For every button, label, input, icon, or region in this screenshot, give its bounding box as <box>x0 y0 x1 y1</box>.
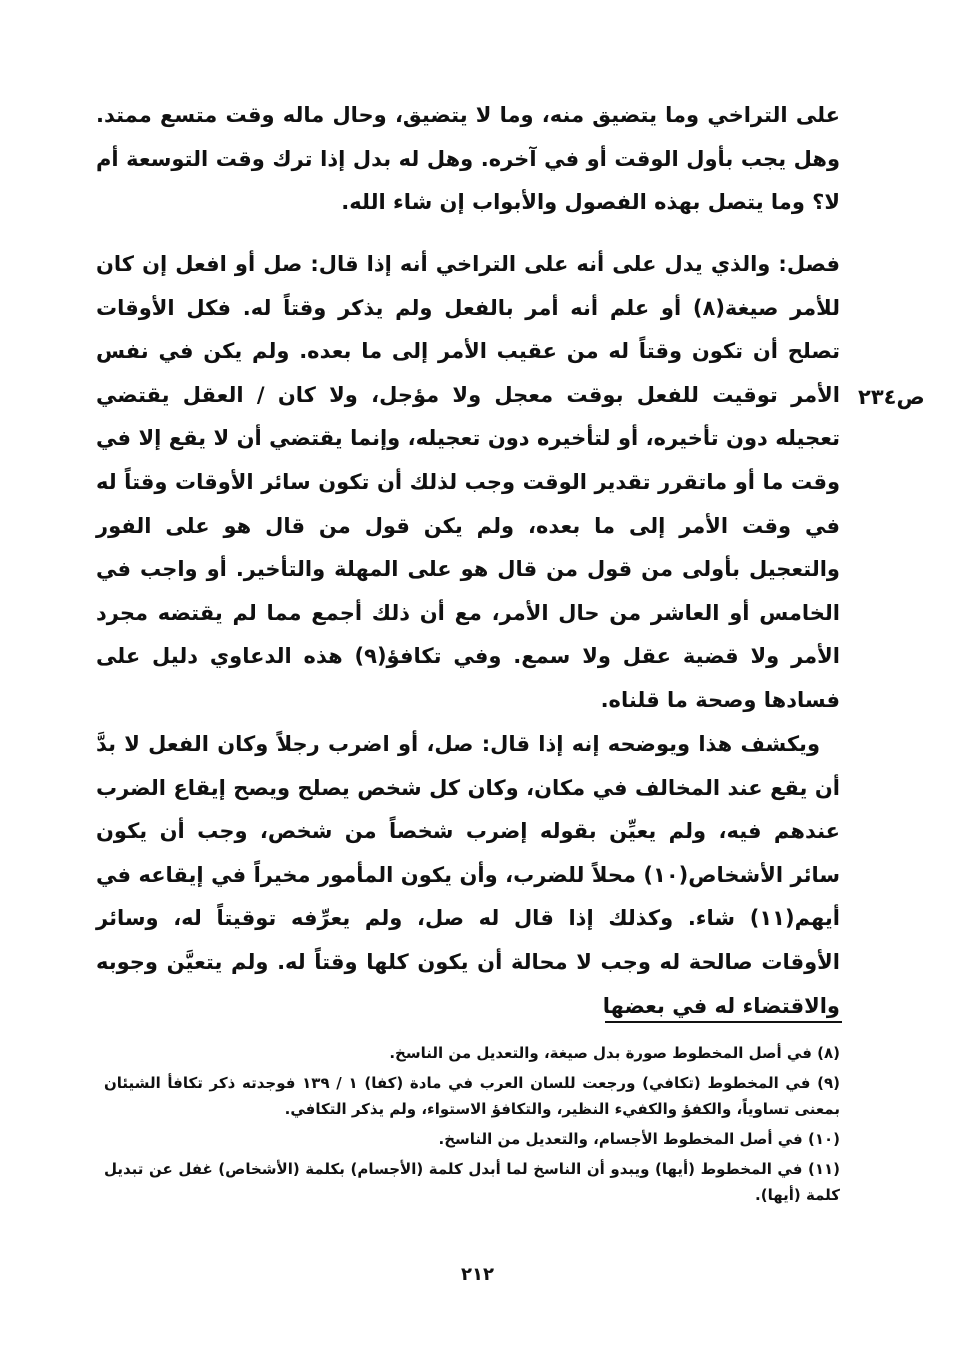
footnotes <box>104 1040 840 1212</box>
section-heading-fasl: فصل <box>786 252 840 276</box>
paragraph-2-text: : والذي يدل على أنه على التراخي أنه إذا قال: صل أو افعل إن كان للأمر صيغة(٨) أو علم أنه أمر بالفعل ولم يذكر وقتاً له. فكل الأوقات تصلح أن تكون وقتاً له من عقيب الأمر إلى ما بعده. ولم يكن في نفس الأمر توقيت للفعل بوقت معجل ولا مؤجل، ولا كان / العقل يقتضي تعجيله دون تأخيره، أو لتأخيره دون تعجيله، وإنما يقتضي أن لا يقع إلا في وقت ما أو ماتقرر تقدير الوقت وجب لذلك أن تكون سائر الأوقات وقتاً له في وقت الأمر إلى ما بعده، ولم يكن قول من قال هو على الفور والتعجيل بأولى من قول من قال هو على المهلة والتأخير. أو واجب في الخامس أو العاشر من حال الأمر، مع أن ذلك أجمع مما لم يقتضه مجرد الأمر ولا قضية عقل ولا سمع. وفي تكافؤ(٩) هذه الدعاوي دليل على فسادها وصحة ما قلناه. <box>96 252 840 712</box>
footnote-8: (٨) في أصل المخطوط صورة بدل صيغة، والتعديل من الناسخ. <box>389 1044 840 1062</box>
footnote-9: (٩) في المخطوط (تكافي) ورجعت للسان العرب في مادة (كفا) ١ / ١٣٩ فوجدته ذكر تكافأ الشيئان بمعنى تساوياً، والكفؤ والكفيء النظير، والتكافؤ الاستواء، ولم يذكر التكافي. <box>104 1074 840 1118</box>
paragraph-3 <box>96 723 840 1028</box>
paragraph-1 <box>96 94 840 225</box>
footnote-11: (١١) في المخطوط (أيها) ويبدو أن الناسخ لما أبدل كلمة (الأجسام) بكلمة (الأشخاص) غفل عن تبديل كلمة (أيها). <box>104 1160 840 1204</box>
paragraph-2 <box>96 243 840 723</box>
page-number: ٢١٢ <box>461 1264 494 1285</box>
margin-page-reference: ص٢٣٤ <box>858 385 925 409</box>
footnote-separator <box>605 1021 842 1023</box>
paragraph-3-text: ويكشف هذا ويوضحه إنه إذا قال: صل، أو اضرب رجلاً وكان الفعل لا بدَّ أن يقع عند المخالف في مكان، وكان كل شخص يصلح ويصح إيقاع الضرب عندهم فيه، ولم يعيِّن بقوله إضرب شخصاً من شخص، وجب أن يكون سائر الأشخاص(١٠) محلاً للضرب، وأن يكون المأمور مخيراً في إيقاعه في أيهم(١١) شاء. وكذلك إذا قال له صل، ولم يعرِّفه توقيتاً له، وسائر الأوقات صالحة له وجب لا محالة أن يكون كلها وقتاً له. ولم يتعيَّن وجوبه والاقتضاء له في بعضها <box>96 732 840 1018</box>
paragraph-1-text: على التراخي وما يتضيق منه، وما لا يتضيق، وحال ماله وقت متسع ممتد. وهل يجب بأول الوقت أو في آخره. وهل له بدل إذا ترك وقت التوسعة أم لا؟ وما يتصل بهذه الفصول والأبواب إن شاء الله. <box>96 103 840 215</box>
footnote-10: (١٠) في أصل المخطوط الأجسام، والتعديل من الناسخ. <box>438 1130 840 1148</box>
